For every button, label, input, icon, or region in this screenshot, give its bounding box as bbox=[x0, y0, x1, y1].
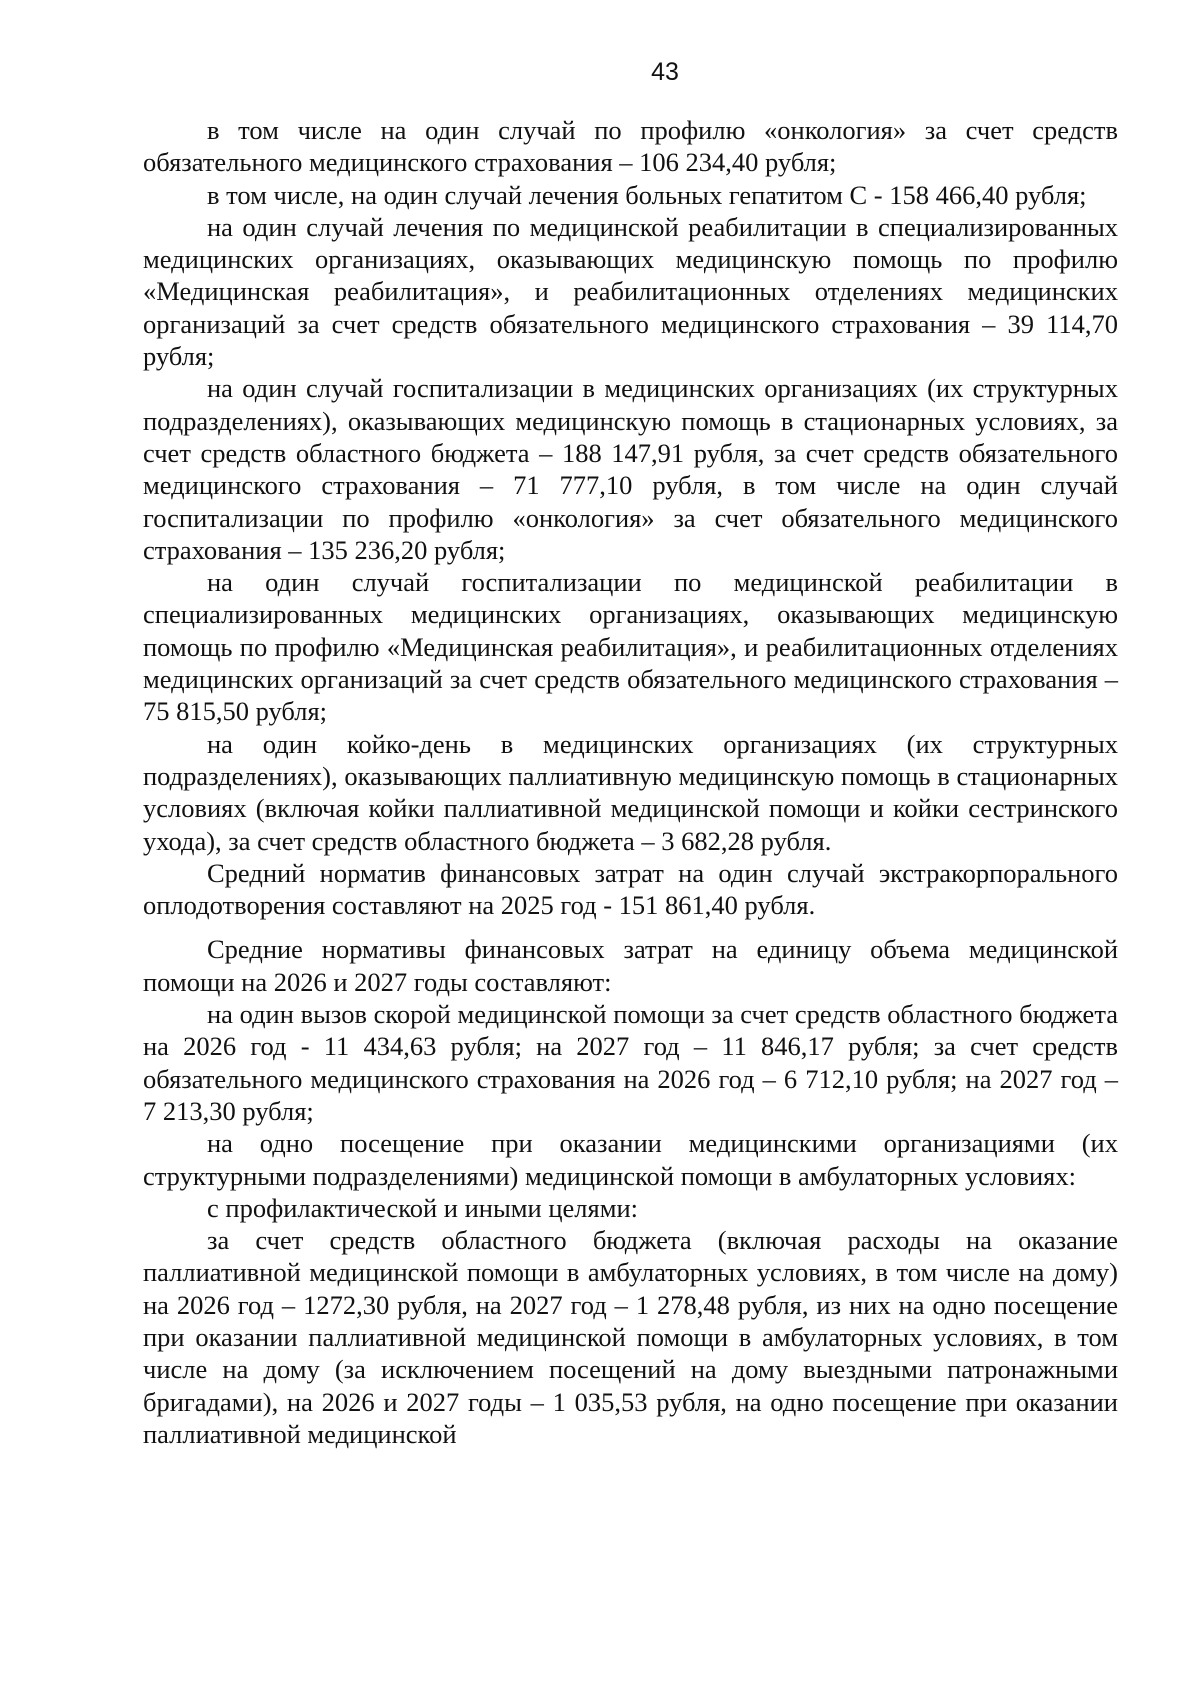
paragraph-rehabilitation-hospitalization-cost: на один случай госпитализации по медицинской реабилитации в специализированных медицинских организациях, оказывающих медицинскую помощь по профилю «Медицинская реабилитация», и реабилитационных отделениях медицинских организаций за счет средств обязательного медицинского страхования – 75 815,50 рубля; bbox=[143, 567, 1118, 727]
paragraph-ivf-cost: Средний норматив финансовых затрат на один случай экстракорпорального оплодотворения составляют на 2025 год - 151 861,40 рубля. bbox=[143, 857, 1118, 921]
paragraph-hepatitis-cost: в том числе, на один случай лечения больных гепатитом С - 158 466,40 рубля; bbox=[207, 179, 1087, 210]
page-number: 43 bbox=[651, 58, 679, 86]
paragraph-2026-2027-intro: Средние нормативы финансовых затрат на единицу объема медицинской помощи на 2026 и 2027 годы составляют: bbox=[143, 934, 1118, 997]
paragraph-oncology-cost: в том числе на один случай по профилю «онкология» за счет средств обязательного медицинского страхования – 106 234,40 рубля; bbox=[143, 115, 1118, 178]
paragraph-rehabilitation-case-cost: на один случай лечения по медицинской реабилитации в специализированных медицинских организациях, оказывающих медицинскую помощь по профилю «Медицинская реабилитация», и реабилитационных отделениях медицинских организаций за счет средств обязательного медицинского страхования – 39 114,70 рубля; bbox=[143, 211, 1118, 372]
paragraph-preventive-purposes: с профилактической и иными целями: bbox=[207, 1192, 639, 1223]
document-body bbox=[143, 114, 1118, 1450]
paragraph-palliative-bed-day-cost: на один койко-день в медицинских организациях (их структурных подразделениях), оказывающих паллиативную медицинскую помощь в стационарных условиях (включая койки паллиативной медицинской помощи и койки сестринского ухода), за счет средств областного бюджета – 3 682,28 рубля. bbox=[143, 728, 1118, 856]
paragraph-hospitalization-cost: на один случай госпитализации в медицинских организациях (их структурных подразделениях), оказывающих медицинскую помощь в стационарных условиях, за счет средств областного бюджета – 188 147,91 рубля, за счет средств обязательного медицинского страхования – 71 777,10 рубля, в том числе на один случай госпитализации по профилю «онкология» за счет обязательного медицинского страхования – 135 236,20 рубля; bbox=[143, 373, 1118, 565]
paragraph-regional-budget-visit-cost: за счет средств областного бюджета (включая расходы на оказание паллиативной медицинской помощи в амбулаторных условиях, в том числе на дому) на 2026 год – 1272,30 рубля, на 2027 год – 1 278,48 рубля, из них на одно посещение при оказании паллиативной медицинской помощи в амбулаторных условиях, в том числе на дому (за исключением посещений на дому выездными патронажными бригадами), на 2026 и 2027 годы – 1 035,53 рубля, на одно посещение при оказании паллиативной медицинской bbox=[143, 1225, 1118, 1449]
paragraph-outpatient-visit-intro: на одно посещение при оказании медицинскими организациями (их структурными подразделениями) медицинской помощи в амбулаторных условиях: bbox=[143, 1128, 1118, 1191]
paragraph-ambulance-call-cost: на один вызов скорой медицинской помощи за счет средств областного бюджета на 2026 год - 11 434,63 рубля; на 2027 год – 11 846,17 рубля; за счет средств обязательного медицинского страхования на 2026 год – 6 712,10 рубля; на 2027 год – 7 213,30 рубля; bbox=[143, 999, 1118, 1126]
